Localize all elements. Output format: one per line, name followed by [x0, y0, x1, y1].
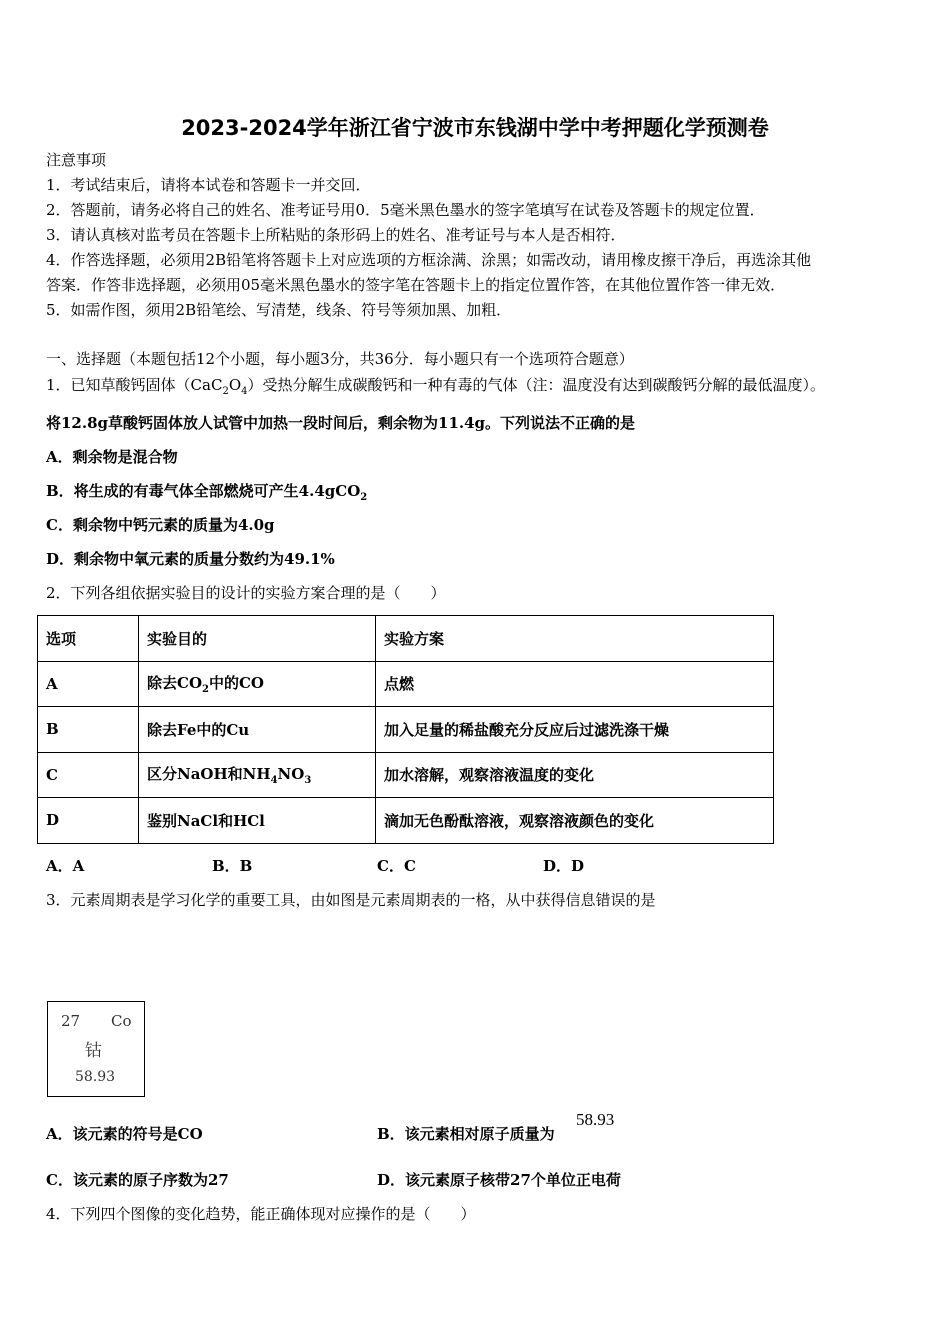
row-purpose: 鉴别NaCl和HCl [139, 798, 376, 844]
row-purpose: 除去$CO_2$中的CO [139, 661, 376, 707]
q1-option-c: C．剩余物中钙元素的质量为4.0g [46, 516, 275, 534]
q3-stem: 3．元素周期表是学习化学的重要工具，由如图是元素周期表的一格，从中获得信息错误的是 [46, 891, 656, 909]
row-option: D [38, 798, 139, 844]
row-option: B [38, 707, 139, 753]
q3-option-b: B．该元素相对原子质量为 [377, 1125, 555, 1143]
row-option: A [38, 661, 139, 707]
q2-stem: 2．下列各组依据实验目的设计的实验方案合理的是（ ） [46, 584, 446, 602]
q3-option-d: D．该元素原子核带27个单位正电荷 [377, 1171, 621, 1189]
element-symbol: Co [111, 1012, 132, 1030]
periodic-cell [47, 1001, 145, 1097]
table-row [38, 752, 774, 798]
q1-stem-line1: 1．已知草酸钙固体$(CaC_2O_4)$受热分解生成碳酸钙和一种有毒的气体（注：温度没有达到碳酸钙分解的最低温度）。 [46, 376, 826, 397]
row-plan: 滴加无色酚酞溶液，观察溶液颜色的变化 [376, 798, 774, 844]
row-option: C [38, 752, 139, 798]
q3-option-a: A．该元素的符号是CO [46, 1125, 203, 1143]
notice-item-5: 5．如需作图，须用2B铅笔绘、写清楚，线条、符号等须加黑、加粗． [46, 301, 512, 319]
table-header-row [38, 616, 774, 662]
row-plan: 点燃 [376, 661, 774, 707]
q1-option-a: A．剩余物是混合物 [46, 448, 178, 466]
row-purpose: 区分NaOH和$NH_4NO_3$ [139, 752, 376, 798]
section-heading: 一、选择题（本题包括12个小题，每小题3分，共36分．每小题只有一个选项符合题意） [46, 350, 634, 368]
element-name: 钴 [85, 1041, 102, 1061]
q2-answer-d: D．D [543, 857, 585, 875]
atomic-mass: 58.93 [75, 1069, 116, 1085]
header-purpose: 实验目的 [139, 616, 376, 662]
q1-option-d: D．剩余物中氧元素的质量分数约为49.1% [46, 550, 335, 568]
notice-item-3: 3．请认真核对监考员在答题卡上所粘贴的条形码上的姓名、准考证号与本人是否相符． [46, 226, 626, 244]
q3-option-b-value: 58.93 [576, 1110, 615, 1129]
atomic-number: 27 [61, 1012, 81, 1030]
header-plan: 实验方案 [376, 616, 774, 662]
table-row [38, 707, 774, 753]
notice-heading: 注意事项 [46, 151, 107, 169]
notice-item-2: 2．答题前，请务必将自己的姓名、准考证号用0．5毫米黑色墨水的签字笔填写在试卷及答题卡的规定位置． [46, 201, 765, 219]
q4-stem: 4．下列四个图像的变化趋势，能正确体现对应操作的是（ ） [46, 1205, 476, 1223]
row-purpose: 除去Fe中的Cu [139, 707, 376, 753]
header-option: 选项 [38, 616, 139, 662]
notice-item-4: 4．作答选择题，必须用2B铅笔将答题卡上对应选项的方框涂满、涂黑；如需改动，请用橡皮擦干净后，再选涂其他 [46, 251, 812, 269]
q2-answer-c: C．C [377, 857, 416, 875]
row-plan: 加入足量的稀盐酸充分反应后过滤洗涤干燥 [376, 707, 774, 753]
q1-stem-line2: 将12.8g草酸钙固体放人试管中加热一段时间后，剩余物为11.4g。下列说法不正确的是 [46, 414, 636, 432]
q1-option-b: B．将生成的有毒气体全部燃烧可产生4.4gCO$_2$ [46, 482, 368, 503]
notice-item-1: 1．考试结束后，请将本试卷和答题卡一并交回． [46, 176, 371, 194]
table-row [38, 798, 774, 844]
notice-item-4-cont: 答案．作答非选择题，必须用05毫米黑色墨水的签字笔在答题卡上的指定位置作答，在其他位置作答一律无效． [46, 276, 786, 294]
q2-table [37, 615, 774, 844]
row-plan: 加水溶解，观察溶液温度的变化 [376, 752, 774, 798]
q2-answer-a: A．A [46, 857, 85, 875]
q2-answer-b: B．B [212, 857, 253, 875]
page-title: 2023-2024学年浙江省宁波市东钱湖中学中考押题化学预测卷 [181, 116, 769, 140]
table-row [38, 661, 774, 707]
q3-option-c: C．该元素的原子序数为27 [46, 1171, 229, 1189]
